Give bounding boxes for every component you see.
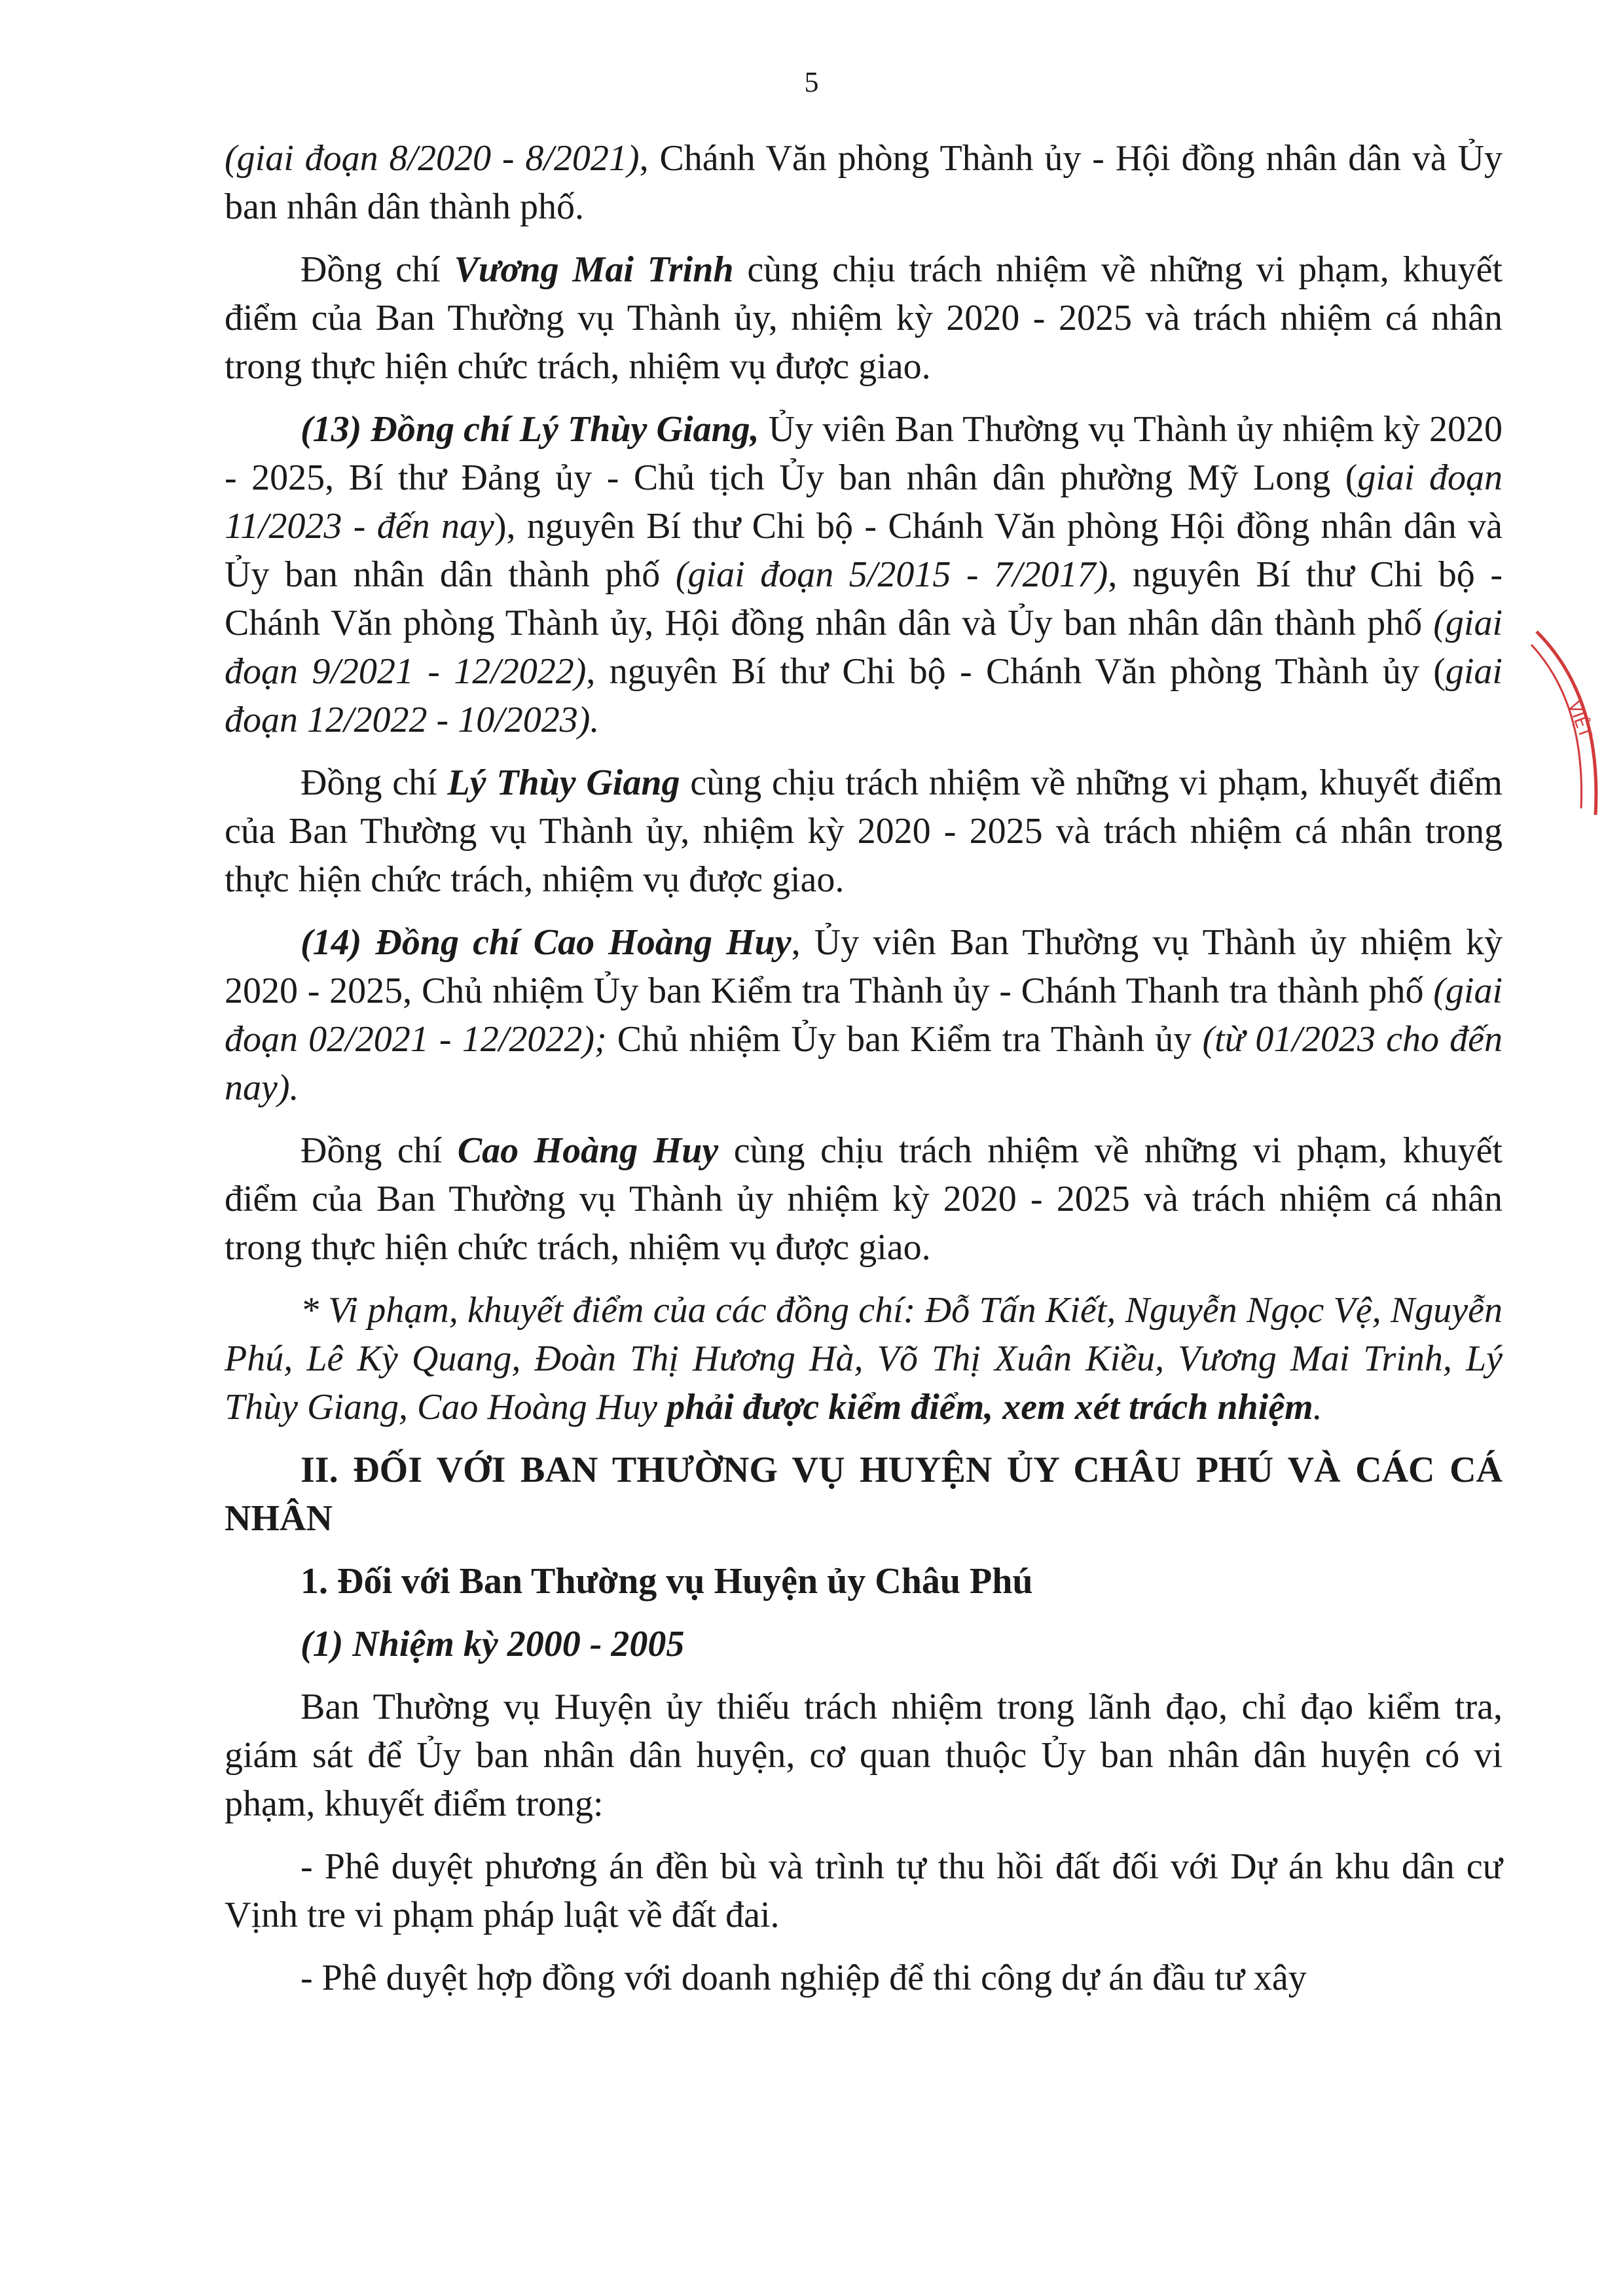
body-text: Chủ nhiệm Ủy ban Kiểm tra Thành ủy <box>606 1019 1203 1060</box>
document-body <box>225 134 1503 2017</box>
body-text: , nguyên Bí thư Chi bộ - Chánh Văn phòng Thành ủy, Hội đồng nhân dân và Ủy ban nhân dân thành phố <box>225 554 1503 643</box>
body-text: cùng chịu trách nhiệm về những vi phạm, khuyết điểm của Ban Thường vụ Thành ủy, nhiệm kỳ 2020 - 2025 và trách nhiệm cá nhân trong thực hiện chức trách, nhiệm vụ được giao. <box>225 249 1503 387</box>
person-name: Lý Thùy Giang <box>447 762 680 803</box>
svg-text:VIỆT: VIỆT <box>1563 698 1596 741</box>
paragraph-9: - Phê duyệt phương án đền bù và trình tự thu hồi đất đối với Dự án khu dân cư Vịnh tre vi phạm pháp luật về đất đai. <box>225 1846 1503 1935</box>
term-heading: (1) Nhiệm kỳ 2000 - 2005 <box>301 1624 685 1664</box>
paragraph-7 <box>225 1286 1503 1431</box>
summary-text: . <box>1313 1387 1322 1427</box>
paragraph-3 <box>225 405 1503 744</box>
period-text: (giai đoạn 9/2021 - 12/2022) <box>225 603 1503 692</box>
body-text: , Ủy viên Ban Thường vụ Thành ủy nhiệm kỳ 2020 - 2025, Chủ nhiệm Ủy ban Kiểm tra Thành ủy - Chánh Thanh tra thành phố <box>225 922 1503 1011</box>
period-text: giai đoạn 12/2022 - 10/2023). <box>225 651 1503 740</box>
person-heading: (13) Đồng chí Lý Thùy Giang, <box>301 409 759 450</box>
body-text: , nguyên Bí thư Chi bộ - Chánh Văn phòng Thành ủy ( <box>586 651 1446 692</box>
body-text: cùng chịu trách nhiệm về những vi phạm, khuyết điểm của Ban Thường vụ Thành ủy, nhiệm kỳ 2020 - 2025 và trách nhiệm cá nhân trong thực hiện chức trách, nhiệm vụ được giao. <box>225 762 1503 900</box>
section-heading: II. ĐỐI VỚI BAN THƯỜNG VỤ HUYỆN ỦY CHÂU PHÚ VÀ CÁC CÁ NHÂN <box>225 1450 1503 1539</box>
period-text: (giai đoạn 02/2021 - 12/2022); <box>225 971 1503 1060</box>
subsection-heading: 1. Đối với Ban Thường vụ Huyện ủy Châu Phú <box>301 1561 1033 1602</box>
paragraph-5 <box>225 918 1503 1112</box>
body-text: cùng chịu trách nhiệm về những vi phạm, khuyết điểm của Ban Thường vụ Thành ủy nhiệm kỳ 2020 - 2025 và trách nhiệm cá nhân trong thực hiện chức trách, nhiệm vụ được giao. <box>225 1130 1503 1268</box>
paragraph-6 <box>225 1126 1503 1272</box>
body-text: Đồng chí <box>301 1130 458 1171</box>
person-name: Cao Hoàng Huy <box>457 1130 719 1171</box>
summary-text: * Vi phạm, khuyết điểm của các đồng chí: Đỗ Tấn Kiết, Nguyễn Ngọc Vệ, Nguyễn Phú, Lê Kỳ Quang, Đoàn Thị Hương Hà, Võ Thị Xuân Kiều, Vương Mai Trinh, Lý Thùy Giang, Cao Hoàng Huy <box>225 1290 1503 1427</box>
red-seal-stamp <box>1530 619 1609 828</box>
body-text: , Chánh Văn phòng Thành ủy - Hội đồng nhân dân và Ủy ban nhân dân thành phố. <box>225 138 1503 227</box>
paragraph-8: Ban Thường vụ Huyện ủy thiếu trách nhiệm trong lãnh đạo, chỉ đạo kiểm tra, giám sát để Ủy ban nhân dân huyện, cơ quan thuộc Ủy ban nhân dân huyện có vi phạm, khuyết điểm trong: <box>225 1687 1503 1824</box>
paragraph-1 <box>225 134 1503 231</box>
body-text: Đồng chí <box>301 249 454 290</box>
paragraph-4 <box>225 759 1503 904</box>
body-text: Ủy viên Ban Thường vụ Thành ủy nhiệm kỳ 2020 - 2025, Bí thư Đảng ủy - Chủ tịch Ủy ban nhân dân phường Mỹ Long ( <box>225 409 1503 498</box>
period-text: (giai đoạn 8/2020 - 8/2021) <box>225 138 640 179</box>
period-text: (giai đoạn 5/2015 - 7/2017) <box>675 554 1108 595</box>
paragraph-10: - Phê duyệt hợp đồng với doanh nghiệp để thi công dự án đầu tư xây <box>301 1958 1307 1998</box>
period-text: giai đoạn 11/2023 - đến nay <box>225 457 1503 547</box>
conclusion-text: phải được kiểm điểm, xem xét trách nhiệm <box>666 1387 1313 1427</box>
person-name: Vương Mai Trinh <box>454 249 734 290</box>
page-number: 5 <box>804 66 819 98</box>
body-text: ), nguyên Bí thư Chi bộ - Chánh Văn phòng Hội đồng nhân dân và Ủy ban nhân dân thành phố <box>225 506 1503 595</box>
period-text: (từ 01/2023 cho đến nay). <box>225 1019 1503 1108</box>
paragraph-2 <box>225 245 1503 391</box>
person-heading: (14) Đồng chí Cao Hoàng Huy <box>301 922 792 963</box>
body-text: Đồng chí <box>301 762 448 803</box>
